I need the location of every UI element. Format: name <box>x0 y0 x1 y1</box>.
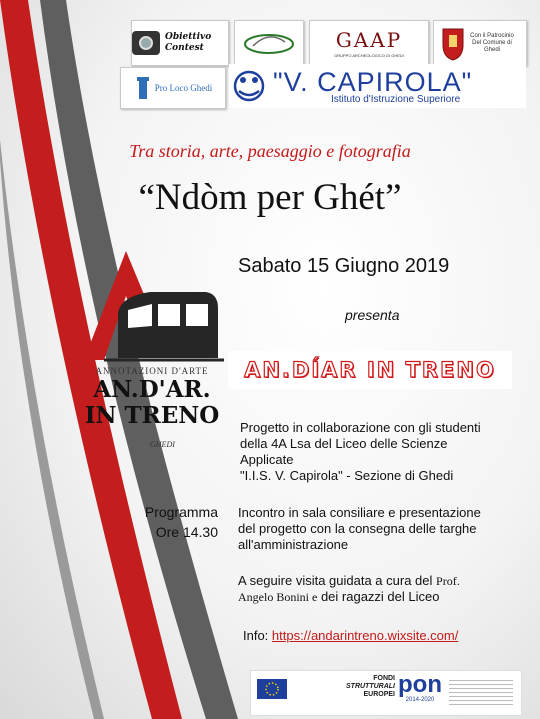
capirola-logo-subtitle: Istituto d'Istruzione Superiore <box>331 93 461 105</box>
presenta-label: presenta <box>345 307 400 323</box>
comune-logo-text: Con il Patrocinio Del Comune di Ghedi <box>470 32 514 53</box>
proloco-logo-text: Pro Loco Ghedi <box>154 83 213 93</box>
proloco-ghedi-logo <box>120 67 226 109</box>
tower-icon <box>134 76 152 100</box>
visita-text-1: A seguire visita guidata a cura del <box>238 573 433 588</box>
eu-funding-footer <box>250 670 522 716</box>
visita-prof-prefix: Prof. <box>436 574 460 588</box>
andar-logo-line2: IN TRENO <box>84 402 220 429</box>
pon-years: 2014-2020 <box>405 697 435 703</box>
capirola-logo <box>229 64 526 108</box>
programma-time: Ore 14.30 <box>155 524 218 540</box>
info-link[interactable]: https://andarintreno.wixsite.com/ <box>271 628 459 643</box>
gaap-logo <box>309 20 429 66</box>
info-line <box>243 628 533 644</box>
andar-logo-line1: AN.D'AR. <box>93 376 211 403</box>
info-label: Info: <box>243 628 269 643</box>
leaf-icon <box>239 28 299 58</box>
pon-logo-text: pon <box>398 671 442 698</box>
project-line: Progetto in collaborazione con gli studenti <box>240 420 481 435</box>
project-line: Applicate <box>240 452 294 467</box>
gaap-logo-subtitle: GRUPPO ARCHEOLOGICO DI GHEDI <box>334 52 404 58</box>
project-paragraph <box>240 420 530 484</box>
partner-logo-2 <box>234 20 304 66</box>
andar-logo-annotation: ANNOTAZIONI D'ARTE <box>95 366 209 376</box>
fondi-text <box>346 675 395 699</box>
fondi-line: STRUTTURALI <box>346 683 395 690</box>
project-line: "I.I.S. V. Capirola" - Sezione di Ghedi <box>240 468 454 483</box>
visita-text-2: dei ragazzi del Liceo <box>320 589 440 604</box>
andar-logo-place: GHEDI <box>150 440 175 449</box>
capirola-logo-name: "V. CAPIROLA" <box>273 66 473 97</box>
fondi-line: FONDI <box>373 675 395 682</box>
coat-of-arms-icon <box>440 25 466 61</box>
incontro-line: all'amministrazione <box>238 537 349 552</box>
eu-flag-icon <box>257 679 287 699</box>
globe-people-icon <box>231 69 267 103</box>
camera-icon <box>132 31 160 55</box>
event-date: Sabato 15 Giugno 2019 <box>238 255 450 277</box>
gaap-logo-text: GAAP <box>335 27 403 52</box>
visita-prof-name: Angelo Bonini e <box>238 590 318 604</box>
project-line: della 4A Lsa del Liceo delle Scienze <box>240 436 448 451</box>
incontro-line: del progetto con la consegna delle targhe <box>238 521 477 536</box>
tagline: Tra storia, arte, paesaggio e fotografia <box>129 141 411 161</box>
pon-logo <box>398 673 442 703</box>
comune-ghedi-logo <box>433 20 527 66</box>
visita-paragraph <box>238 573 528 605</box>
event-title: “Ndòm per Ghét” <box>138 177 402 218</box>
andiar-banner-text: AN.DÍAR IN TRENO <box>244 358 496 382</box>
incontro-paragraph <box>238 505 528 553</box>
andiar-banner <box>228 351 512 389</box>
incontro-line: Incontro in sala consiliare e presentazione <box>238 505 481 520</box>
obiettivo-contest-logo <box>131 20 229 66</box>
ministry-logo <box>449 677 513 705</box>
obiettivo-logo-text: Obiettivo Contest <box>165 32 212 53</box>
programma-label: Programma <box>144 504 218 520</box>
fondi-line: EUROPEI <box>363 691 395 698</box>
